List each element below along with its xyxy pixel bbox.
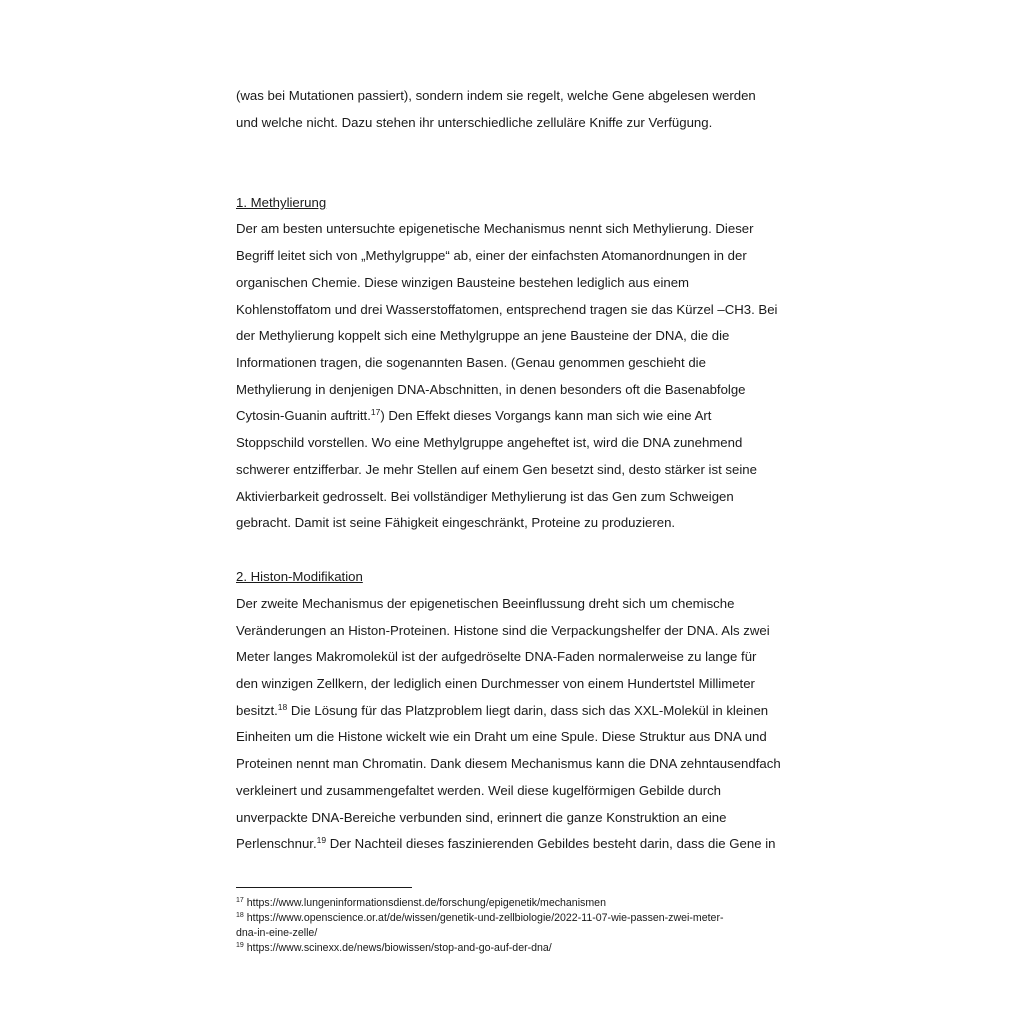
- footnote-ref-19: 19: [316, 835, 327, 845]
- footnote-link-text: https://www.scinexx.de/news/biowissen/stop-and-go-auf-der-dna/: [243, 942, 552, 954]
- paragraph-line: gebracht. Damit ist seine Fähigkeit eingeschränkt, Proteine zu produzieren.: [236, 515, 676, 530]
- footnote-18: [236, 911, 724, 925]
- text-run: Die Lösung für das Platzproblem liegt darin, dass sich das XXL-Molekül in kleinen: [287, 703, 769, 718]
- text-run: ) Den Effekt dieses Vorgangs kann man sich wie eine Art: [380, 408, 712, 423]
- paragraph-line: der Methylierung koppelt sich eine Methylgruppe an jene Bausteine der DNA, die die: [236, 328, 730, 343]
- paragraph-line: Proteinen nennt man Chromatin. Dank diesem Mechanismus kann die DNA zehntausendfach: [236, 756, 781, 771]
- paragraph-line: unverpackte DNA-Bereiche verbunden sind, erinnert die ganze Konstruktion an eine: [236, 810, 727, 825]
- paragraph-line: Informationen tragen, die sogenannten Basen. (Genau genommen geschieht die: [236, 355, 706, 370]
- paragraph-line: Der am besten untersuchte epigenetische Mechanismus nennt sich Methylierung. Dieser: [236, 221, 754, 236]
- paragraph-line: Meter langes Makromolekül ist der aufgedröselte DNA-Faden normalerweise zu lange für: [236, 649, 757, 664]
- footnote-number: 18: [236, 912, 244, 919]
- paragraph-line: Kohlenstoffatom und drei Wasserstoffatomen, entsprechend tragen sie das Kürzel –CH3. Bei: [236, 302, 778, 317]
- section-heading-methylierung: 1. Methylierung: [236, 195, 327, 210]
- paragraph-line: schwerer entzifferbar. Je mehr Stellen auf einem Gen besetzt sind, desto stärker ist seine: [236, 462, 757, 477]
- footnote-link-text: https://www.lungeninformationsdienst.de/forschung/epigenetik/mechanismen: [243, 897, 606, 909]
- paragraph-line: Einheiten um die Histone wickelt wie ein Draht um eine Spule. Diese Struktur aus DNA und: [236, 729, 767, 744]
- footnote-link-text: https://www.openscience.or.at/de/wissen/genetik-und-zellbiologie/2022-11-07-wie-passen-zwei-meter-: [243, 912, 724, 924]
- paragraph-line: [236, 702, 768, 720]
- document-page: [236, 0, 796, 1024]
- paragraph-line: Veränderungen an Histon-Proteinen. Histone sind die Verpackungshelfer der DNA. Als zwei: [236, 623, 770, 638]
- text-run: Der Nachteil dieses faszinierenden Gebildes besteht darin, dass die Gene in: [326, 836, 776, 851]
- intro-line-1: (was bei Mutationen passiert), sondern indem sie regelt, welche Gene abgelesen werden: [236, 88, 756, 103]
- footnote-17: [236, 896, 606, 910]
- paragraph-line: [236, 835, 775, 853]
- footnote-separator: [236, 887, 412, 888]
- text-run: besitzt.: [236, 703, 278, 718]
- paragraph-line: den winzigen Zellkern, der lediglich einen Durchmesser von einem Hundertstel Millimeter: [236, 676, 755, 691]
- text-run: Cytosin-Guanin auftritt.: [236, 408, 371, 423]
- footnote-ref-17: 17: [370, 407, 381, 417]
- footnote-19: [236, 941, 552, 955]
- footnote-number: 17: [236, 897, 244, 904]
- paragraph-line: [236, 407, 711, 425]
- footnote-link-text: dna-in-eine-zelle/: [236, 927, 318, 939]
- intro-line-2: und welche nicht. Dazu stehen ihr unterschiedliche zelluläre Kniffe zur Verfügung.: [236, 115, 713, 130]
- paragraph-line: verkleinert und zusammengefaltet werden. Weil diese kugelförmigen Gebilde durch: [236, 783, 722, 798]
- footnote-18-continued: [236, 926, 317, 940]
- section-heading-histon-modifikation: 2. Histon-Modifikation: [236, 569, 363, 584]
- paragraph-line: organischen Chemie. Diese winzigen Bausteine bestehen lediglich aus einem: [236, 275, 690, 290]
- footnote-ref-18: 18: [277, 702, 288, 712]
- paragraph-line: Methylierung in denjenigen DNA-Abschnitten, in denen besonders oft die Basenabfolge: [236, 382, 746, 397]
- paragraph-line: Begriff leitet sich von „Methylgruppe“ ab, einer der einfachsten Atomanordnungen in der: [236, 248, 747, 263]
- footnote-number: 19: [236, 942, 244, 949]
- paragraph-line: Der zweite Mechanismus der epigenetischen Beeinflussung dreht sich um chemische: [236, 596, 735, 611]
- paragraph-line: Stoppschild vorstellen. Wo eine Methylgruppe angeheftet ist, wird die DNA zunehmend: [236, 435, 743, 450]
- text-run: Perlenschnur.: [236, 836, 317, 851]
- paragraph-line: Aktivierbarkeit gedrosselt. Bei vollständiger Methylierung ist das Gen zum Schweigen: [236, 489, 734, 504]
